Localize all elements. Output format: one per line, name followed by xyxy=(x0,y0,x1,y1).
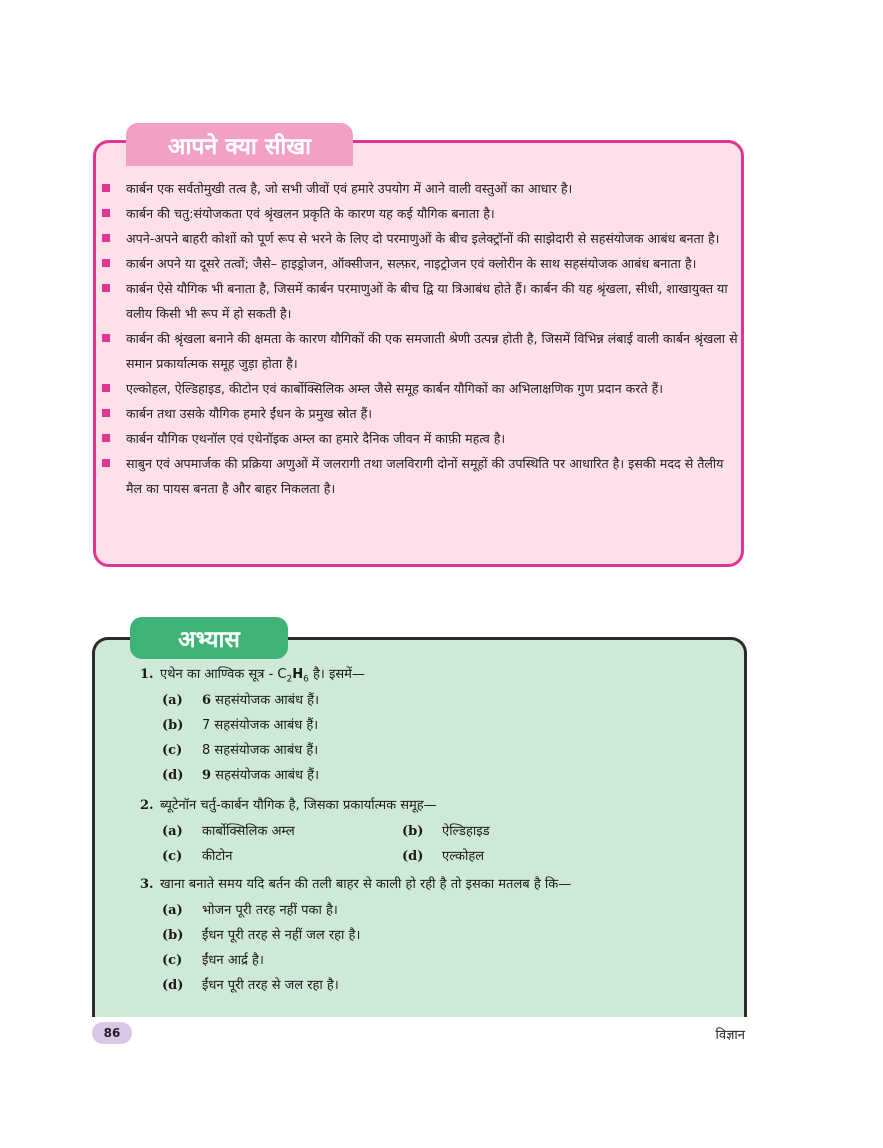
q3-option-c[interactable]: (c) ईंधन आर्द्र है। xyxy=(162,953,264,968)
exercise-title: अभ्यास xyxy=(130,617,288,659)
summary-point: कार्बन तथा उसके यौगिक हमारे ईंधन के प्रमुख स्रोत हैं। xyxy=(102,401,738,426)
q1-option-c[interactable]: (c) 8 सहसंयोजक आबंध हैं। xyxy=(162,743,319,758)
square-bullet-icon xyxy=(102,209,110,217)
square-bullet-icon xyxy=(102,409,110,417)
q2-option-b[interactable]: (b) ऐल्डिहाइड xyxy=(402,824,490,839)
summary-list xyxy=(102,176,738,501)
question-3: 3. खाना बनाते समय यदि बर्तन की तली बाहर से काली हो रही है तो इसका मतलब है कि— xyxy=(140,877,572,892)
summary-point: कार्बन की श्रृंखला बनाने की क्षमता के कारण यौगिकों की एक समजाती श्रेणी उत्पन्न होती है, जिसमें विभिन्न लंबाई वाली कार्बन श्रृंखला से समान प्रकार्यात्मक समूह जुड़ा होता है। xyxy=(102,326,738,376)
subject-label: विज्ञान xyxy=(715,1028,745,1043)
summary-point: साबुन एवं अपमार्जक की प्रक्रिया अणुओं में जलरागी तथा जलविरागी दोनों समूहों की उपस्थिति पर आधारित है। इसकी मदद से तैलीय मैल का पायस बनता है और बाहर निकलता है। xyxy=(102,451,738,501)
question-1: 1. एथेन का आण्विक सूत्र - $C_2H_6$ है। इसमें— xyxy=(140,667,365,685)
question-2: 2. ब्यूटेनॉन चर्तु-कार्बन यौगिक है, जिसका प्रकार्यात्मक समूह— xyxy=(140,798,437,813)
q2-option-d[interactable]: (d) एल्कोहल xyxy=(402,849,485,864)
square-bullet-icon xyxy=(102,434,110,442)
q3-option-a[interactable]: (a) भोजन पूरी तरह नहीं पका है। xyxy=(162,903,338,918)
summary-point: एल्कोहल, ऐल्डिहाइड, कीटोन एवं कार्बोक्सिलिक अम्ल जैसे समूह कार्बन यौगिकों का अभिलाक्षणिक गुण प्रदान करते हैं। xyxy=(102,376,738,401)
square-bullet-icon xyxy=(102,234,110,242)
square-bullet-icon xyxy=(102,259,110,267)
q2-option-c[interactable]: (c) कीटोन xyxy=(162,849,233,864)
summary-point: कार्बन की चतु:संयोजकता एवं श्रृंखलन प्रकृति के कारण यह कई यौगिक बनाता है। xyxy=(102,201,738,226)
summary-title: आपने क्या सीखा xyxy=(126,123,353,166)
square-bullet-icon xyxy=(102,334,110,342)
summary-point: कार्बन ऐसे यौगिक भी बनाता है, जिसमें कार्बन परमाणुओं के बीच द्वि या त्रिआबंध होते हैं। कार्बन की यह श्रृंखला, सीधी, शाखायुक्त या वलीय किसी भी रूप में हो सकती है। xyxy=(102,276,738,326)
q1-option-b[interactable]: (b) 7 सहसंयोजक आबंध हैं। xyxy=(162,718,319,733)
summary-point: कार्बन एक सर्वतोमुखी तत्व है, जो सभी जीवों एवं हमारे उपयोग में आने वाली वस्तुओं का आधार है। xyxy=(102,176,738,201)
q2-option-a[interactable]: (a) कार्बोक्सिलिक अम्ल xyxy=(162,824,295,839)
summary-point: कार्बन यौगिक एथनॉल एवं एथेनॉइक अम्ल का हमारे दैनिक जीवन में काफ़ी महत्व है। xyxy=(102,426,738,451)
square-bullet-icon xyxy=(102,459,110,467)
q1-option-d[interactable]: (d) 9 सहसंयोजक आबंध हैं। xyxy=(162,768,319,783)
square-bullet-icon xyxy=(102,284,110,292)
summary-point: कार्बन अपने या दूसरे तत्वों; जैसे– हाइड्रोजन, ऑक्सीजन, सल्फ़र, नाइट्रोजन एवं क्लोरीन के साथ सहसंयोजक आबंध बनाता है। xyxy=(102,251,738,276)
square-bullet-icon xyxy=(102,184,110,192)
page-number: 86 xyxy=(92,1022,132,1044)
summary-point: अपने-अपने बाहरी कोशों को पूर्ण रूप से भरने के लिए दो परमाणुओं के बीच इलेक्ट्रॉनों की साझेदारी से सहसंयोजक आबंध बनता है। xyxy=(102,226,738,251)
square-bullet-icon xyxy=(102,384,110,392)
q3-option-d[interactable]: (d) ईंधन पूरी तरह से जल रहा है। xyxy=(162,978,339,993)
q1-option-a[interactable]: (a) 6 सहसंयोजक आबंध हैं। xyxy=(162,693,319,708)
q3-option-b[interactable]: (b) ईंधन पूरी तरह से नहीं जल रहा है। xyxy=(162,928,361,943)
